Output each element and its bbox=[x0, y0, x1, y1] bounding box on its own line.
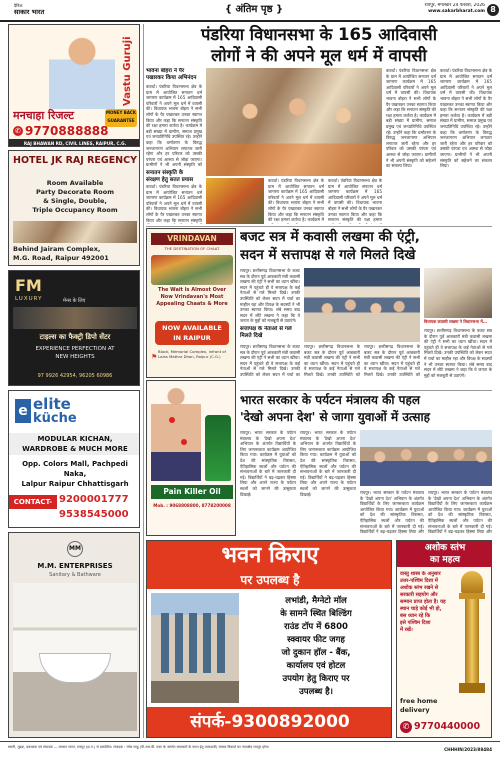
rent-line2: के सामने स्थित बिल्डिंग bbox=[280, 609, 352, 619]
ashoka-delivery2: delivery bbox=[400, 706, 430, 714]
mm-logo-icon: MM bbox=[67, 541, 83, 557]
budget-headline-1: बजट सत्र में कवासी लखमा की एंट्री, bbox=[240, 229, 420, 245]
mm-brand: M.M. ENTERPRISES bbox=[37, 562, 113, 570]
vrindavan-line3: Appealing Chaats & More bbox=[156, 301, 228, 307]
elite-address bbox=[13, 459, 137, 489]
vrindavan-line1: The Wait Is Almost Over bbox=[158, 287, 226, 293]
elite-phone2: 9538545000 bbox=[59, 509, 129, 520]
rent-line8: उपलब्ध है। bbox=[299, 687, 333, 697]
lead-body-1b: कवर्धा। पंडरिया विधानसभा क्षेत्र के ग्राम में आयोजित सनातन धर्म जागरण कार्यक्रम में 165 आदिवासी परिवारों ने अपने मूल धर्म में वापसी की। विधायक भावना बोहरा ने सभी लोगों के पैर पखारकर उनका स्वागत किया और कहा कि सनातन संस्कृति bbox=[146, 184, 202, 223]
hotel-name: HOTEL JK RAJ REGENCY bbox=[13, 155, 137, 166]
elite-phone1: 9200001777 bbox=[59, 494, 129, 505]
rent-line5: जो दुकान हॉल - बैंक, bbox=[281, 648, 351, 658]
lead-sub3: सनातन संस्कृति के bbox=[146, 170, 184, 176]
rent-building-windows bbox=[161, 613, 229, 673]
mm-sub: Sanitary & Bathware bbox=[49, 572, 101, 578]
rent-details bbox=[243, 595, 389, 703]
elite-contact-label: CONTACT- bbox=[9, 495, 57, 509]
tourism-body-2: रायपुर। भारत सरकार के पर्यटन मंत्रालय के 'देखो अपना देश' अभियान के अंतर्गत विद्यार्थियों के लिए जागरूकता कार्यक्रम आयोजित किया गया। कार्यक्रम में युवाओं को देश की सांस्कृतिक विरासत, ऐतिहासिक स्थलों और पर्यटन की संभावनाओं के बारे में जानकारी दी गई। विद्यार्थियों ने बढ़-चढ़कर हिस्सा लिया और अपने राज्य के पर्यटन स्थलों को जानने की उत्सुकता दिखाई। bbox=[300, 430, 356, 497]
budget-body-1: रायपुर। छत्तीसगढ़ विधानसभा के बजट सत्र के दौरान पूर्व आबकारी मंत्री कवासी लखमा की एंट्री ने सभी का ध्यान खींचा। सदन में पहुंचते ही वे सत्तापक्ष के कई नेताओं से गले मिलते दिखे। उनकी उपस्थिति को लेकर सदन में चर्चा का माहौल रहा और विपक्ष के सदस्यों ने भी उनका स्वागत किया। लंबे समय बाद सदन में लौटे लखमा ने कहा कि वे जनता के मुद्दों को मजबूती से उठाएंगे। bbox=[240, 268, 300, 324]
vrindavan-line2: Now Vrindavan's Most bbox=[160, 294, 224, 300]
vrindavan-badge2: IN RAIPUR bbox=[173, 334, 211, 342]
vrindavan-address: Block, Memorial Complex, infront of Lalas Mathra Dhan, Raipur (C.G.) bbox=[158, 349, 226, 359]
elite-brand2: küche bbox=[33, 411, 77, 426]
tourism-headline-2: 'देखो अपना देश' से जागा युवाओं में उत्साह bbox=[240, 410, 430, 424]
budget-story bbox=[146, 228, 492, 388]
lead-photo-figures bbox=[206, 68, 382, 176]
hotel-line1: Room Available bbox=[46, 179, 104, 187]
lead-divider bbox=[146, 226, 492, 227]
vrindavan-badge bbox=[155, 321, 229, 345]
lead-headline-1: पंडरिया विधानसभा के 165 आदिवासी bbox=[201, 25, 437, 44]
vastu-ad bbox=[8, 24, 140, 147]
tourism-photo-figures bbox=[360, 430, 492, 486]
lead-sub1: भावना बोहरा ने पैर bbox=[146, 68, 185, 74]
vrindavan-ad bbox=[146, 228, 236, 378]
lead-sub2: पखारकर किया अभिनंदन bbox=[146, 75, 197, 81]
badge-line2: GUARANTEE bbox=[107, 118, 135, 123]
lead-body-5: कवर्धा। पंडरिया विधानसभा क्षेत्र के ग्राम में आयोजित सनातन धर्म जागरण कार्यक्रम में 165 आदिवासी परिवारों ने अपने मूल धर्म में वापसी की। विधायक भावना बोहरा ने सभी लोगों के पैर पखारकर उनका स्वागत किया और कहा कि सनातन संस्कृति की रक्षा हमारा कर्तव्य है। कार्यक्रम में बड़ी संख्या में ग्रामीण, समाज प्रमुख एवं जनप्रतिनिधि उपस्थित रहे। उन्होंने कहा कि धर्मांतरण के विरुद्ध जनजागरण अभियान लगातार जारी रहेगा और हर परिवार को उसकी परंपरा एवं आस्था से जोड़ा जाएगा। ग्रामीणों ने भी अपनी संस्कृति को सहेजने का संकल्प लिया। bbox=[440, 68, 492, 169]
mm-enterprises-ad bbox=[8, 532, 140, 738]
vrindavan-brand: VRINDAVAN bbox=[151, 233, 233, 245]
vastu-phone: 9770888888 bbox=[25, 124, 109, 138]
budget-sub1: सत्तापक्ष के नेताओं से गले bbox=[240, 326, 292, 332]
hotel-line4: Triple Occupancy Room bbox=[32, 206, 118, 214]
ashoka-ad bbox=[396, 540, 492, 738]
elite-tagline bbox=[9, 433, 140, 455]
ashoka-line5: सम्मान प्राप्त होता है। यह bbox=[400, 599, 446, 605]
rent-line1: लभांडी, मैग्नेटो मॉल bbox=[285, 596, 347, 606]
pain-brand: Pain Killer Oil bbox=[151, 485, 233, 499]
budget-sub bbox=[240, 326, 300, 342]
vastu-brand: Vastu Guruji bbox=[122, 36, 133, 106]
lead-story bbox=[146, 24, 492, 224]
elite-logo-icon: e bbox=[15, 399, 31, 423]
elite-tagline2: WARDROBE & MUCH MORE bbox=[22, 445, 128, 453]
ashoka-title bbox=[397, 541, 492, 567]
budget-body-4: रायपुर। छत्तीसगढ़ विधानसभा के बजट सत्र के दौरान पूर्व आबकारी मंत्री कवासी लखमा की एंट्री ने सभी का ध्यान खींचा। सदन में पहुंचते ही वे सत्तापक्ष के कई नेताओं से गले मिलते दिखे। उनकी उपस्थिति को bbox=[364, 344, 420, 377]
hotel-addr2: M.G. Road, Raipur 492001 bbox=[13, 254, 109, 262]
budget-body-2: रायपुर। छत्तीसगढ़ विधानसभा के बजट सत्र के दौरान पूर्व आबकारी मंत्री कवासी लखमा की एंट्री ने सभी का ध्यान खींचा। सदन में पहुंचते ही वे सत्तापक्ष के कई नेताओं से गले मिलते दिखे। उनकी उपस्थिति को लेकर सदन में चर्चा का bbox=[240, 344, 300, 377]
ashoka-line1: वास्तु शास्त्र के अनुसार bbox=[400, 571, 441, 577]
ashoka-phone-icon: ✆ bbox=[400, 721, 412, 733]
budget-body-5: रायपुर। छत्तीसगढ़ विधानसभा के बजट सत्र के दौरान पूर्व आबकारी मंत्री कवासी लखमा की एंट्री ने सभी का ध्यान खींचा। सदन में पहुंचते ही वे सत्तापक्ष के कई नेताओं से गले मिलते दिखे। उनकी उपस्थिति को लेकर सदन में चर्चा का माहौल रहा और विपक्ष के सदस्यों ने भी उनका स्वागत किया। लंबे समय बाद सदन में लौटे लखमा ने कहा कि वे जनता के मुद्दों को मजबूती से उठाएंगे। bbox=[424, 328, 492, 378]
lead-photo-small bbox=[206, 178, 264, 224]
lead-body-1: कवर्धा। पंडरिया विधानसभा क्षेत्र के ग्राम में आयोजित सनातन धर्म जागरण कार्यक्रम में 165 आदिवासी परिवारों ने अपने मूल धर्म में वापसी की। विधायक भावना बोहरा ने सभी लोगों के पैर पखारकर उनका स्वागत किया और कहा कि सनातन संस्कृति की रक्षा हमारा कर्तव्य है। कार्यक्रम में बड़ी संख्या में ग्रामीण, समाज प्रमुख एवं जनप्रतिनिधि उपस्थित रहे। उन्होंने कहा कि धर्मांतरण के विरुद्ध जनजागरण अभियान लगातार जारी रहेगा और हर परिवार को उसकी परंपरा एवं आस्था से जोड़ा जाएगा। ग्रामीणों ने भी अपनी संस्कृति को bbox=[146, 84, 202, 168]
fm-hindi-line: टाइल्स का फैक्ट्री डिपो सेंटर bbox=[39, 333, 111, 341]
fm-brand: FM bbox=[15, 277, 42, 295]
vrindavan-lines bbox=[151, 287, 233, 317]
hotel-ad bbox=[8, 150, 140, 266]
footer bbox=[0, 741, 500, 757]
footer-imprint: स्वामी, मुद्रक, प्रकाशक एवं संपादक — साकार भारत, रायपुर (छ.ग.) से प्रकाशित। संपादक : रमेश साहू (पी.आर.बी. एक्ट के अंतर्गत समाचारों के चयन हेतु उत्तरदायी) समस्त विवादों का न्यायक्षेत्र रायपुर होगा। bbox=[8, 745, 270, 749]
elite-addr1: Opp. Colors Mall, Pachpedi Naka, bbox=[22, 460, 128, 478]
hotel-building-photo bbox=[13, 221, 137, 243]
vastu-phone-icon: ✆ bbox=[13, 126, 23, 136]
tourism-body-1: रायपुर। भारत सरकार के पर्यटन मंत्रालय के 'देखो अपना देश' अभियान के अंतर्गत विद्यार्थियों के लिए जागरूकता कार्यक्रम आयोजित किया गया। कार्यक्रम में युवाओं को देश की सांस्कृतिक विरासत, ऐतिहासिक स्थलों और पर्यटन की संभावनाओं के बारे में जानकारी दी गई। विद्यार्थियों ने बढ़-चढ़कर हिस्सा लिया और अपने राज्य के पर्यटन स्थलों को जानने की उत्सुकता दिखाई। bbox=[240, 430, 296, 497]
fm-tagline1: EXPERIENCE PERFECTION AT bbox=[35, 346, 115, 352]
budget-body-3: रायपुर। छत्तीसगढ़ विधानसभा के बजट सत्र के दौरान पूर्व आबकारी मंत्री कवासी लखमा की एंट्री ने सभी का ध्यान खींचा। सदन में पहुंचते ही वे सत्तापक्ष के कई नेताओं से गले मिलते दिखे। उनकी उपस्थिति को bbox=[304, 344, 360, 377]
budget-caption: विधायक कवासी लखमा ने विधानसभा में... bbox=[424, 319, 488, 324]
ashoka-pillar-icon bbox=[455, 571, 489, 695]
rent-ad bbox=[146, 540, 392, 738]
fm-sub: मेन्स के लिए bbox=[63, 298, 86, 304]
ashoka-line8: इसे पश्चिम दिशा bbox=[400, 620, 431, 626]
section-title: { अंतिम पृष्ठ } bbox=[224, 4, 284, 15]
rent-title: भवन किराए bbox=[147, 541, 392, 571]
ashoka-line7: बस ध्यान रहे कि bbox=[400, 613, 431, 619]
tourism-headline-1: भारत सरकार के पर्यटन मंत्रालय की पहल bbox=[240, 393, 420, 407]
ashoka-text bbox=[400, 571, 454, 691]
vrindavan-sub: THE DESTINATION OF CHAAT bbox=[164, 246, 220, 251]
vrindavan-food-photo bbox=[151, 255, 233, 285]
rent-line4: स्क्वायर फीट जगह bbox=[287, 635, 345, 645]
ashoka-line9: में रखें। bbox=[400, 627, 413, 633]
fm-tile-photo bbox=[13, 307, 137, 329]
pain-dot-1 bbox=[169, 417, 175, 423]
tourism-story bbox=[146, 380, 492, 540]
hotel-addr1: Behind Jairam Complex, bbox=[13, 245, 101, 253]
fm-phone: 97 9926 42954, 96205 60986 bbox=[37, 373, 113, 379]
fm-tagline bbox=[13, 345, 137, 367]
hotel-details bbox=[13, 179, 137, 219]
lead-sub4: संरक्षण हेतु सतत प्रयास bbox=[146, 177, 194, 183]
vrindavan-badge1: NOW AVAILABLE bbox=[162, 324, 222, 332]
ashoka-delivery bbox=[400, 697, 454, 717]
rent-line3: राउंड टॉप में 6800 bbox=[284, 622, 348, 632]
elite-addr2: Lalpur Raipur Chhattisgarh bbox=[21, 480, 129, 488]
left-ad-column bbox=[8, 24, 140, 738]
hotel-line2: Party Decorate Room bbox=[36, 188, 114, 196]
budget-photo-small bbox=[424, 268, 492, 318]
fm-brand2: LUXURY bbox=[15, 296, 43, 302]
budget-photo-figures bbox=[304, 268, 420, 342]
website: www.sakarbharat.com bbox=[428, 9, 485, 14]
ashoka-line4: सरकारी सहयोग और bbox=[400, 592, 438, 598]
ashoka-title1: अशोक स्तंभ bbox=[424, 543, 466, 553]
tourism-body-4: रायपुर। भारत सरकार के पर्यटन मंत्रालय के 'देखो अपना देश' अभियान के अंतर्गत विद्यार्थियों के लिए जागरूकता कार्यक्रम आयोजित किया गया। कार्यक्रम में युवाओं को देश की सांस्कृतिक विरासत, ऐतिहासिक स्थलों और पर्यटन की संभावनाओं के बारे में जानकारी दी गई। विद्यार्थियों ने बढ़-चढ़कर हिस्सा लिया और bbox=[428, 490, 492, 534]
lead-body-4: कवर्धा। पंडरिया विधानसभा क्षेत्र के ग्राम में आयोजित सनातन धर्म जागरण कार्यक्रम में 165 आदिवासी परिवारों ने अपने मूल धर्म में वापसी की। विधायक भावना बोहरा ने सभी लोगों के पैर पखारकर उनका स्वागत किया और कहा कि सनातन संस्कृति की रक्षा हमारा कर्तव्य है। कार्यक्रम में बड़ी संख्या में ग्रामीण, समाज प्रमुख एवं जनप्रतिनिधि उपस्थित रहे। उन्होंने कहा कि धर्मांतरण के विरुद्ध जनजागरण अभियान लगातार जारी रहेगा और हर परिवार को उसकी परंपरा एवं आस्था से जोड़ा जाएगा। ग्रामीणों ने भी अपनी संस्कृति को सहेजने का संकल्प लिया। bbox=[386, 68, 436, 169]
ashoka-line3: अशोक स्तंभ रखने से bbox=[400, 585, 439, 591]
lead-headline-2: लोगों ने की अपने मूल धर्म में वापसी bbox=[211, 46, 427, 65]
date-line: रायपुर, मंगलवार 24 फरवरी, 2026 bbox=[424, 3, 485, 8]
hotel-line3: & Single, Double, bbox=[43, 197, 107, 205]
rent-line7: उपयोग हेतु किराए पर bbox=[282, 674, 350, 684]
elite-tagline1: MODULAR KICHAN, bbox=[37, 435, 113, 443]
rent-title2: पर उपलब्ध है bbox=[147, 571, 392, 589]
vastu-address: RAJ BHAWAN RD, CIVIL LINES, RAIPUR, C.G. bbox=[9, 139, 140, 147]
tourism-body-3: रायपुर। भारत सरकार के पर्यटन मंत्रालय के 'देखो अपना देश' अभियान के अंतर्गत विद्यार्थियों के लिए जागरूकता कार्यक्रम आयोजित किया गया। कार्यक्रम में युवाओं को देश की सांस्कृतिक विरासत, ऐतिहासिक स्थलों और पर्यटन की संभावनाओं के बारे में जानकारी दी गई। विद्यार्थियों ने बढ़-चढ़कर हिस्सा लिया और bbox=[360, 490, 424, 534]
pain-phone: Mob. : 9068808800, 8778200008 bbox=[153, 503, 231, 508]
fm-luxury-ad bbox=[8, 270, 140, 386]
pain-dot-2 bbox=[181, 439, 187, 445]
lead-col1 bbox=[146, 68, 202, 224]
footer-registration: CHHHIN/2023/88484 bbox=[444, 747, 492, 752]
pain-bottle-shape bbox=[205, 415, 231, 481]
vrindavan-pin-icon: ⚑ bbox=[151, 353, 157, 361]
masthead bbox=[0, 0, 500, 22]
vastu-tagline: मनचाहा रिजल्ट bbox=[13, 109, 74, 122]
badge-line1: MONEY BACK bbox=[106, 110, 136, 115]
budget-sub2: मिलते दिखे bbox=[240, 333, 263, 339]
pain-killer-ad bbox=[146, 380, 236, 536]
rent-line6: कार्यालय एवं होटल bbox=[286, 661, 346, 671]
ashoka-line2: उत्तर-पश्चिम दिशा में bbox=[400, 578, 438, 584]
page-number: 8 bbox=[487, 4, 499, 16]
vastu-person-photo bbox=[49, 29, 115, 109]
ashoka-title2: का महत्व bbox=[430, 555, 460, 565]
elite-kuche-ad bbox=[8, 390, 140, 528]
lead-body-3: कवर्धा। पंडरिया विधानसभा क्षेत्र के ग्राम में आयोजित सनातन धर्म जागरण कार्यक्रम में 165 आदिवासी परिवारों ने अपने मूल धर्म में वापसी की। विधायक भावना बोहरा ने सभी लोगों के पैर पखारकर उनका स्वागत किया और कहा कि सनातन संस्कृति की रक्षा हमारा bbox=[328, 178, 382, 223]
ashoka-line6: स्थान चाहे कोई भी हो, bbox=[400, 606, 442, 612]
lead-body-2: कवर्धा। पंडरिया विधानसभा क्षेत्र के ग्राम में आयोजित सनातन धर्म जागरण कार्यक्रम में 165 आदिवासी परिवारों ने अपने मूल धर्म में वापसी की। विधायक भावना बोहरा ने सभी लोगों के पैर पखारकर उनका स्वागत किया और कहा कि सनातन संस्कृति की रक्षा हमारा कर्तव्य है। कार्यक्रम में bbox=[268, 178, 324, 223]
rent-contact: संपर्क-9300892000 bbox=[147, 707, 392, 737]
masthead-small-label: दैनिक bbox=[14, 3, 23, 8]
elite-brand: elite bbox=[33, 395, 71, 413]
fm-tagline2: NEW HEIGHTS bbox=[55, 354, 95, 360]
budget-headline-2: सदन में सत्तापक्ष से गले मिलते दिखे bbox=[240, 247, 416, 263]
ashoka-phone: 9770440000 bbox=[414, 721, 481, 732]
column-divider bbox=[143, 24, 144, 738]
masthead-brand: साकार भारत bbox=[14, 8, 45, 16]
ashoka-delivery1: free home bbox=[400, 697, 438, 705]
pain-body-photo bbox=[151, 385, 201, 481]
hotel-address bbox=[13, 245, 137, 265]
